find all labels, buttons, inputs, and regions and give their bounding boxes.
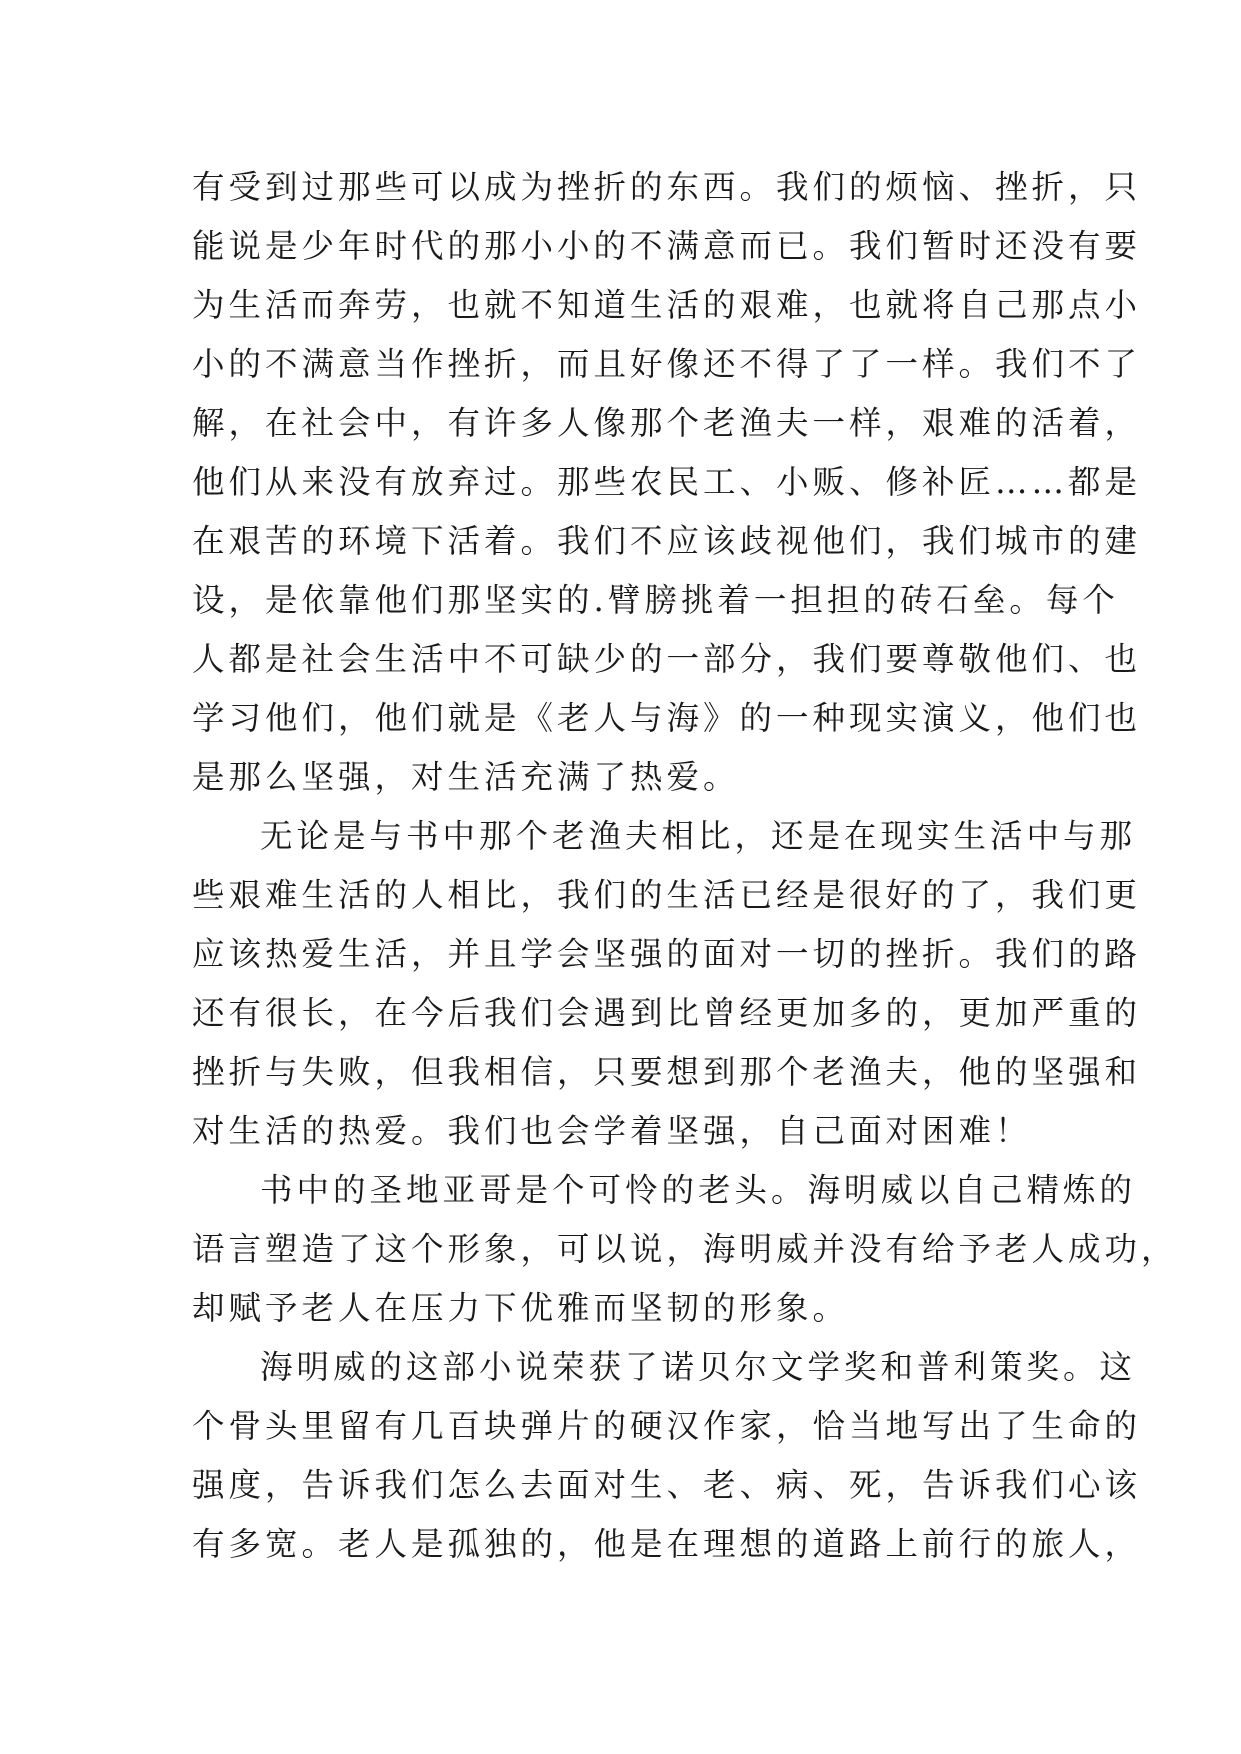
text-line: 在艰苦的环境下活着。我们不应该歧视他们，我们城市的建 — [192, 522, 1142, 560]
text-line: 应该热爱生活，并且学会坚强的面对一切的挫折。我们的路 — [192, 935, 1142, 973]
text-line: 有受到过那些可以成为挫折的东西。我们的烦恼、挫折，只 — [192, 168, 1142, 206]
text-line: 为生活而奔劳，也就不知道生活的艰难，也就将自己那点小 — [192, 286, 1142, 324]
text-line: 对生活的热爱。我们也会学着坚强，自己面对困难！ — [192, 1112, 1032, 1150]
text-line: 语言塑造了这个形象，可以说，海明威并没有给予老人成功， — [192, 1230, 1178, 1268]
text-line: 解，在社会中，有许多人像那个老渔夫一样，艰难的活着， — [192, 404, 1142, 442]
text-line: 有多宽。老人是孤独的，他是在理想的道路上前行的旅人， — [192, 1525, 1142, 1563]
text-line: 小的不满意当作挫折，而且好像还不得了了一样。我们不了 — [192, 345, 1142, 383]
text-line: 人都是社会生活中不可缺少的一部分，我们要尊敬他们、也 — [192, 640, 1142, 678]
text-line: 海明威的这部小说荣获了诺贝尔文学奖和普利策奖。这 — [260, 1348, 1137, 1386]
text-line: 挫折与失败，但我相信，只要想到那个老渔夫，他的坚强和 — [192, 1053, 1142, 1091]
body-text — [192, 158, 1178, 1574]
text-line: 还有很长，在今后我们会遇到比曾经更加多的，更加严重的 — [192, 994, 1142, 1032]
text-line: 个骨头里留有几百块弹片的硬汉作家，恰当地写出了生命的 — [192, 1407, 1142, 1445]
text-line: 能说是少年时代的那小小的不满意而已。我们暂时还没有要 — [192, 227, 1142, 265]
text-line: 无论是与书中那个老渔夫相比，还是在现实生活中与那 — [260, 817, 1137, 855]
text-line: 些艰难生活的人相比，我们的生活已经是很好的了，我们更 — [192, 876, 1142, 914]
text-line: 设，是依靠他们那坚实的.臂膀挑着一担担的砖石垒。每个 — [192, 581, 1119, 619]
text-line: 是那么坚强，对生活充满了热爱。 — [192, 758, 740, 796]
text-line: 却赋予老人在压力下优雅而坚韧的形象。 — [192, 1289, 850, 1327]
text-line: 学习他们，他们就是《老人与海》的一种现实演义，他们也 — [192, 699, 1142, 737]
text-line: 书中的圣地亚哥是个可怜的老头。海明威以自己精炼的 — [260, 1171, 1137, 1209]
text-line: 强度，告诉我们怎么去面对生、老、病、死，告诉我们心该 — [192, 1466, 1142, 1504]
text-line: 他们从来没有放弃过。那些农民工、小贩、修补匠……都是 — [192, 463, 1142, 501]
